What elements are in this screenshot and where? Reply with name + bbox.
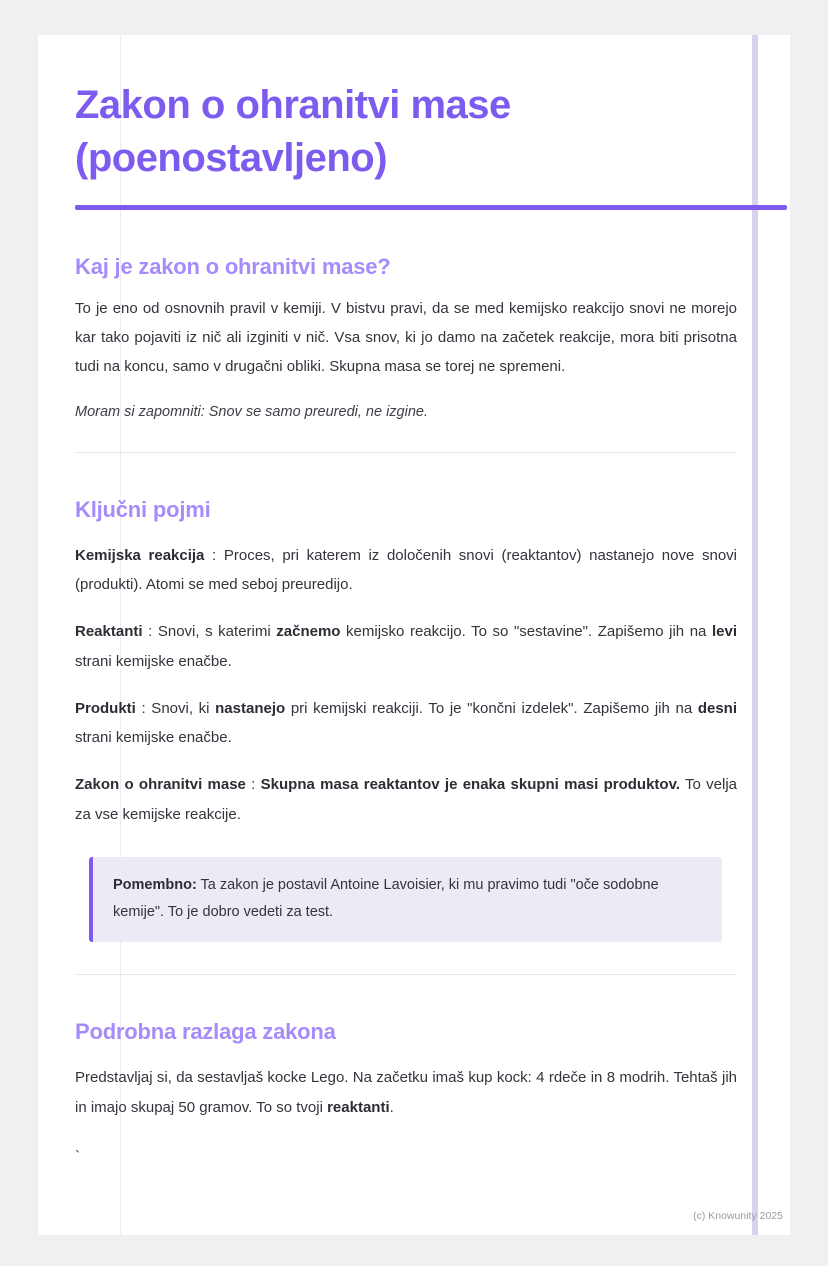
title-underline-rule [75, 205, 787, 210]
definition-zakon-ohranitve: Zakon o ohranitvi mase : Skupna masa reaktantov je enaka skupni masi produktov. To velja za vse kemijske reakcije. [75, 776, 737, 823]
important-callout [89, 857, 722, 943]
callout-text: Pomembno: Ta zakon je postavil Antoine Lavoisier, ki mu pravimo tudi "oče sodobne kemije". To je dobro vedeti za test. [113, 876, 659, 920]
document-content [38, 35, 790, 1235]
section-heading-what-is: Kaj je zakon o ohranitvi mase? [75, 254, 391, 280]
definition-kemijska-reakcija: Kemijska reakcija : Proces, pri katerem iz določenih snovi (reaktantov) nastanejo nove snovi (produkti). Atomi se med seboj preuredijo. [75, 546, 737, 594]
section-heading-detailed: Podrobna razlaga zakona [75, 1019, 336, 1045]
memo-note: Moram si zapomniti: Snov se samo preuredi, ne izgine. [75, 403, 428, 420]
section-divider [75, 974, 737, 975]
copyright-credit: (c) Knowunity 2025 [693, 1209, 783, 1222]
intro-paragraph: To je eno od osnovnih pravil v kemiji. V bistvu pravi, da se med kemijsko reakcijo snovi ne morejo kar tako pojaviti iz nič ali izginiti v nič. Vsa snov, ki jo damo na začetek reakcije, mora biti prisotna tudi na koncu, samo v drugačni obliki. Skupna masa se torej ne spremeni. [75, 300, 737, 375]
section-divider [75, 452, 737, 453]
stray-backtick: ` [75, 1147, 80, 1165]
page-title: Zakon o ohranitvi mase (poenostavljeno) [75, 83, 511, 181]
definition-reaktanti: Reaktanti : Snovi, s katerimi začnemo kemijsko reakcijo. To so "sestavine". Zapišemo jih na levi strani kemijske enačbe. [75, 623, 738, 670]
lego-example-paragraph: Predstavljaj si, da sestavljaš kocke Lego. Na začetku imaš kup kock: 4 rdeče in 8 modrih. Tehtaš jih in imajo skupaj 50 gramov. To so tvoji reaktanti. [75, 1069, 737, 1116]
document-page [38, 35, 790, 1235]
definition-produkti: Produkti : Snovi, ki nastanejo pri kemijski reakciji. To je "končni izdelek". Zapišemo jih na desni strani kemijske enačbe. [75, 699, 738, 747]
section-heading-key-terms: Ključni pojmi [75, 496, 211, 522]
